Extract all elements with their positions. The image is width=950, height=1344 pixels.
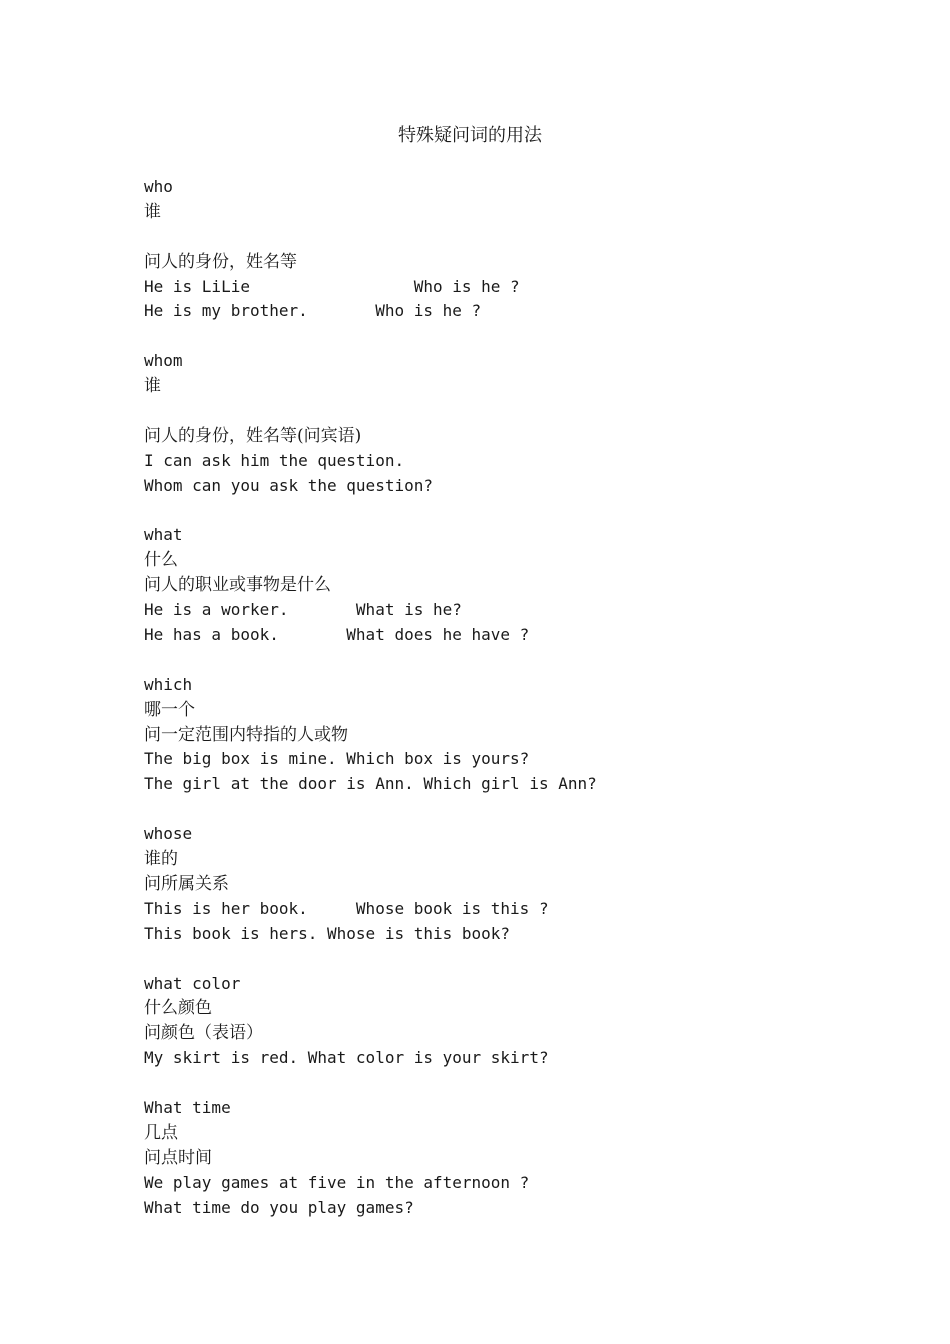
spacer	[144, 225, 904, 250]
entry-example-who-1: He is LiLie Who is he ?	[144, 276, 520, 296]
entry-usage-whom: 问人的身份，姓名等(问宾语)	[144, 425, 362, 446]
entry-example-which-1: The big box is mine. Which box is yours?	[144, 749, 530, 769]
entry-usage-what-color: 问颜色（表语）	[144, 1023, 263, 1044]
entry-word-what-time: What time	[144, 1097, 231, 1117]
spacer	[144, 797, 904, 822]
entry-example-what-1: He is a worker. What is he?	[144, 600, 462, 620]
entry-usage-what-time: 问点时间	[144, 1147, 212, 1168]
spacer	[144, 1071, 904, 1096]
entry-usage-which: 问一定范围内特指的人或物	[144, 724, 348, 745]
entry-word-which: which	[144, 674, 193, 694]
entry-example-whom-1: I can ask him the question.	[144, 450, 405, 470]
entry-meaning-which: 哪一个	[144, 699, 195, 720]
entry-example-who-2: He is my brother. Who is he ?	[144, 301, 482, 321]
entry-usage-what: 问人的职业或事物是什么	[144, 575, 331, 596]
entry-meaning-what-color: 什么颜色	[144, 998, 212, 1019]
entry-word-whose: whose	[144, 824, 193, 844]
entry-word-what-color: what color	[144, 973, 241, 993]
entry-example-what-time-1: We play games at five in the afternoon ?	[144, 1172, 530, 1192]
entry-meaning-whose: 谁的	[144, 849, 178, 870]
spacer	[144, 648, 904, 673]
spacer	[144, 499, 904, 524]
entry-example-what-2: He has a book. What does he have ?	[144, 625, 530, 645]
spacer	[144, 947, 904, 972]
entry-usage-whose: 问所属关系	[144, 873, 229, 894]
entry-example-whom-2: Whom can you ask the question?	[144, 475, 433, 495]
entry-example-what-color-1: My skirt is red. What color is your skirt?	[144, 1048, 549, 1068]
entry-example-which-2: The girl at the door is Ann. Which girl is Ann?	[144, 774, 597, 794]
entry-meaning-whom: 谁	[144, 376, 161, 397]
document-body	[144, 175, 904, 1220]
entry-example-what-time-2: What time do you play games?	[144, 1197, 414, 1217]
entry-word-whom: whom	[144, 351, 183, 371]
page-title: 特殊疑问词的用法	[398, 125, 542, 146]
entry-word-what: what	[144, 525, 183, 545]
entry-usage-who: 问人的身份，姓名等	[144, 251, 297, 272]
spacer	[144, 324, 904, 349]
entry-example-whose-1: This is her book. Whose book is this ?	[144, 898, 549, 918]
entry-meaning-what-time: 几点	[144, 1122, 178, 1143]
entry-example-whose-2: This book is hers. Whose is this book?	[144, 923, 511, 943]
entry-word-who: who	[144, 177, 173, 196]
spacer	[144, 399, 904, 424]
entry-meaning-what: 什么	[144, 550, 178, 571]
entry-meaning-who: 谁	[144, 201, 161, 222]
